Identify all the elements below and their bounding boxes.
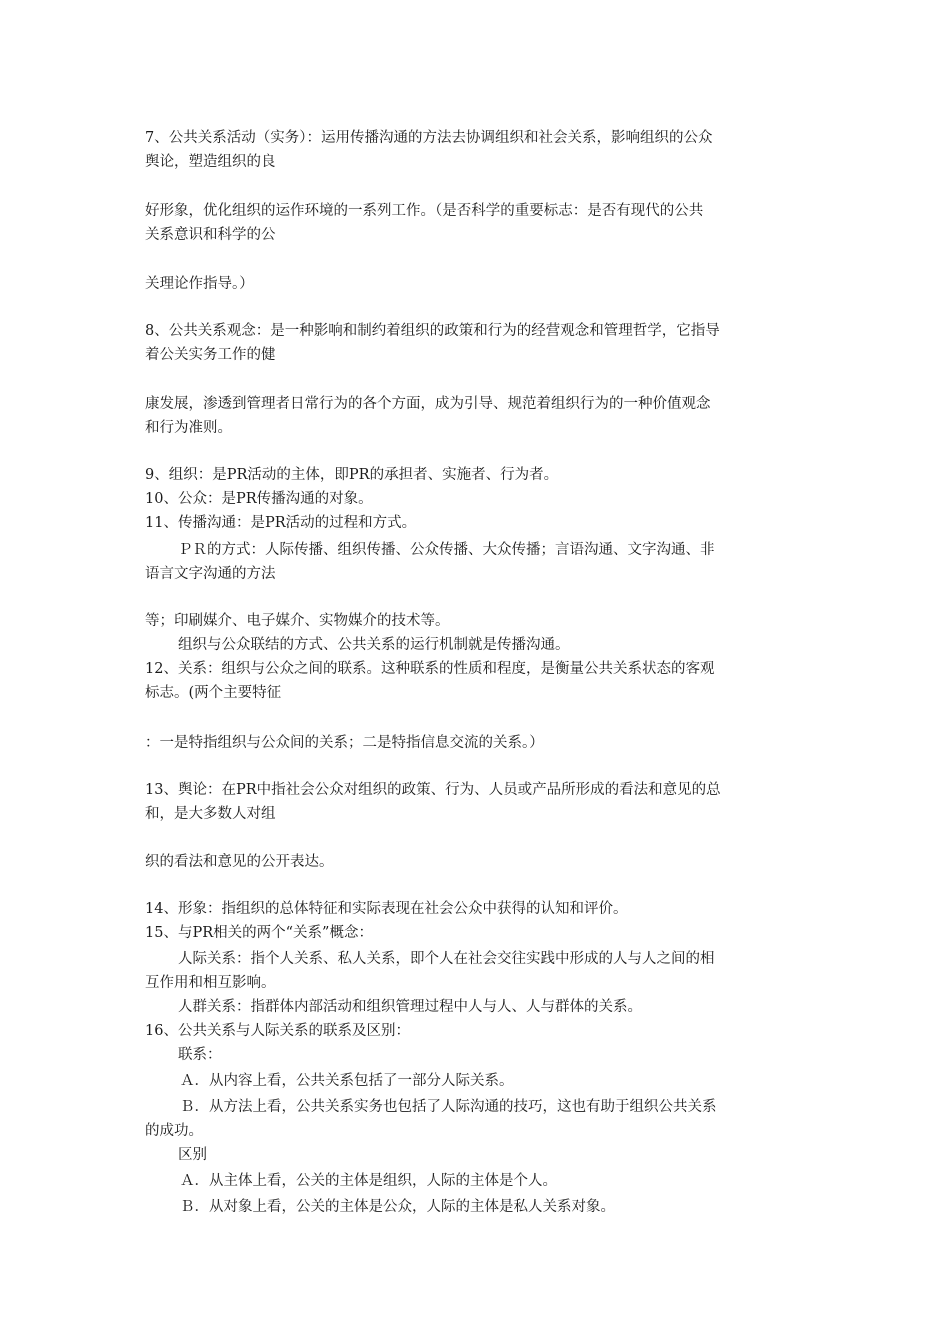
text-line: 14、形象：指组织的总体特征和实际表现在社会公众中获得的认知和评价。 [145,901,628,917]
text-line: 标志。(两个主要特征 [145,685,282,701]
text-line: 等；印刷媒介、电子媒介、实物媒介的技术等。 [145,613,450,629]
text-line: 好形象，优化组织的运作环境的一系列工作。（是否科学的重要标志：是否有现代的公共 [145,203,704,219]
text-line: 关理论作指导。） [145,276,254,292]
text-line: ＰＲ的方式：人际传播、组织传播、公众传播、大众传播；言语沟通、文字沟通、非 [178,542,715,558]
text-line: 15、与PR相关的两个“关系”概念： [145,925,373,941]
text-line: 7、公共关系活动（实务）：运用传播沟通的方法去协调组织和社会关系，影响组织的公众 [145,130,713,146]
text-line: 12、关系：组织与公众之间的联系。这种联系的性质和程度，是衡量公共关系状态的客观 [145,661,715,677]
text-line: 联系： [178,1047,222,1063]
text-line: 舆论，塑造组织的良 [145,154,276,170]
text-line: 和行为准则。 [145,420,232,436]
text-line: 8、公共关系观念：是一种影响和制约着组织的政策和行为的经营观念和管理哲学，它指导 [145,323,720,339]
text-line: 9、组织：是PR活动的主体，即PR的承担者、实施者、行为者。 [145,467,559,483]
text-line: 织的看法和意见的公开表达。 [145,854,334,870]
text-line: 康发展，渗透到管理者日常行为的各个方面，成为引导、规范着组织行为的一种价值观念 [145,396,711,412]
text-line: 和，是大多数人对组 [145,806,276,822]
text-line: 关系意识和科学的公 [145,227,276,243]
text-line: Ｂ．从方法上看，公共关系实务也包括了人际沟通的技巧，这也有助于组织公共关系 [180,1099,717,1115]
text-line: 语言文字沟通的方法 [145,566,276,582]
text-line: 着公关实务工作的健 [145,347,276,363]
text-line: 组织与公众联结的方式、公共关系的运行机制就是传播沟通。 [178,637,570,653]
text-line: 的成功。 [145,1123,203,1139]
text-line: ：一是特指组织与公众间的关系；二是特指信息交流的关系。） [145,735,544,751]
text-line: Ａ．从主体上看，公关的主体是组织，人际的主体是个人。 [180,1173,557,1189]
text-line: 人际关系：指个人关系、私人关系，即个人在社会交往实践中形成的人与人之间的相 [178,951,715,967]
text-line: Ｂ．从对象上看，公关的主体是公众，人际的主体是私人关系对象。 [180,1199,615,1215]
text-line: 10、公众：是PR传播沟通的对象。 [145,491,373,507]
text-line: 区别 [178,1147,207,1163]
text-line: 互作用和相互影响。 [145,975,276,991]
text-line: 人群关系：指群体内部活动和组织管理过程中人与人、人与群体的关系。 [178,999,642,1015]
text-line: Ａ．从内容上看，公共关系包括了一部分人际关系。 [180,1073,514,1089]
text-line: 11、传播沟通：是PR活动的过程和方式。 [145,515,417,531]
text-line: 16、公共关系与人际关系的联系及区别： [145,1023,410,1039]
text-line: 13、舆论：在PR中指社会公众对组织的政策、行为、人员或产品所形成的看法和意见的总 [145,782,721,798]
